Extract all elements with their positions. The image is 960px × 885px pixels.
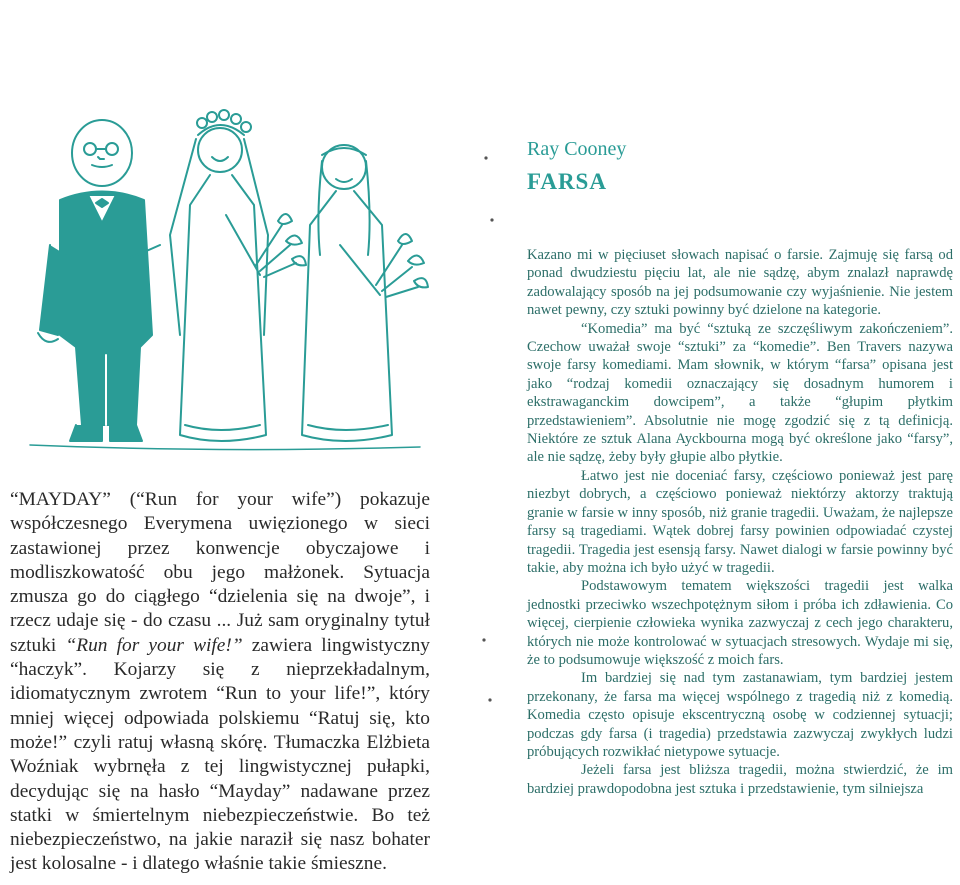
- caption-original-title: “Run for your wife!”: [65, 634, 243, 656]
- article-author: Ray Cooney: [527, 138, 627, 160]
- article-paragraph: Podstawowym tematem większości tragedii jest walka jednostki przeciwko wszechpotężnym siłom i próba ich zdławienia. Co więcej, cierpienie człowieka wynika zazwyczaj z cech jego charakteru, których nie może kontrolować w sytuacjach stresowych. Wydaje mi się, że to podsumowuje większość z moich fars.: [527, 578, 953, 668]
- article-paragraph: Kazano mi w pięciuset słowach napisać o farsie. Zajmuję się farsą od ponad dwudziestu pięciu lat, ale nie sądzę, abym znalazł naprawdę zadowalający sposób na jej podsumowanie czy wyjaśnienie. Nie jestem nawet pewny, czy sztuki powinny być dzielone na kategorie.: [527, 247, 953, 319]
- article-paragraph: Łatwo jest nie doceniać farsy, częściowo ponieważ jest parę niezbyt dobrych, a częściowo ponieważ niektórzy aktorzy traktują granie w farsie w inny sposób, niż granie tragedii. Uważam, że najlepsze farsy są tragediami. Wątek dobrej farsy powinien odpowiadać czystej tragedii. Tragedia jest esensją farsy. Nawet dialogi w farsie powinny być takie, aby można ich było użyć w tragedii.: [527, 467, 953, 576]
- gutter-speck: [484, 156, 487, 159]
- caption-text-part2: zawiera lingwistyczny “haczyk”. Kojarzy się z nieprzekładalnym, idiomatycznym zwrotem “Run to your life!”, który mniej więcej odpowiada polskiemu “Ratuj się, kto może!” czyli ratuj własną skórę. Tłumaczka Elżbieta Woźniak wybrnęła z tej lingwistycznej pułapki, decydując się na hasło “Mayday” nadawane przez statki w śmiertelnym niebezpieczeństwie. Bo też niebezpieczeństwo, na jakie naraził się nasz bohater jest kolosalne - i dlatego właśnie takie śmieszne.: [10, 634, 431, 875]
- article-paragraph: Jeżeli farsa jest bliższa tragedii, można stwierdzić, że im bardziej prawdopodobna jest sztuka i przedstawienie, tym silniejsza: [527, 762, 953, 797]
- gutter-speck: [488, 698, 491, 701]
- illustration-caption-paragraph: [10, 488, 430, 877]
- gutter-marks: [470, 140, 500, 740]
- article-paragraph: “Komedia” ma być “sztuką ze szczęśliwym zakończeniem”. Czechow uważał swoje “sztuki” za “komedie”. Ben Travers nazywa swoje farsy komediami. Mam słownik, w którym “farsa” opisana jest jako “rodzaj komedii oznaczający się dosadnym humorem i ekstrawaganckim dowcipem”, a także “głupim płytkim przedstawieniem”. Absolutnie nie mogę zgodzić się z tą definicją. Niektóre ze sztuk Alana Ayckbourna mogą być określone jako “farsy”, ale nie sądzę, żeby były głupie albo płytkie.: [527, 320, 953, 466]
- article-title: FARSA: [527, 169, 607, 194]
- caption-text-part1: “MAYDAY” (“Run for your wife”) pokazuje współczesnego Everymena uwięzionego w sieci zastawionej przez konwencje obyczajowe i modliszkowatość obu jego małżonek. Sytuacja zmusza go do ciągłego “dzielenia się na dwoje”, i rzecz udaje się - do czasu ... Już sam oryginalny tytuł sztuki: [10, 489, 430, 656]
- article-body: [527, 246, 953, 798]
- article-paragraph: Im bardziej się nad tym zastanawiam, tym bardziej jestem przekonany, że farsa ma więcej wspólnego z tragedią niż z komedią. Komedia często opisuje ekscentryczną osobę w codziennej sytuacji; podczas gdy farsa (i tragedia) przedstawia zazwyczaj zwykłych ludzi próbujących rozwikłać nietypowe sytuacje.: [527, 670, 953, 760]
- bride-and-groom-illustration: [20, 95, 440, 470]
- gutter-speck: [482, 638, 485, 641]
- gutter-speck: [490, 218, 493, 221]
